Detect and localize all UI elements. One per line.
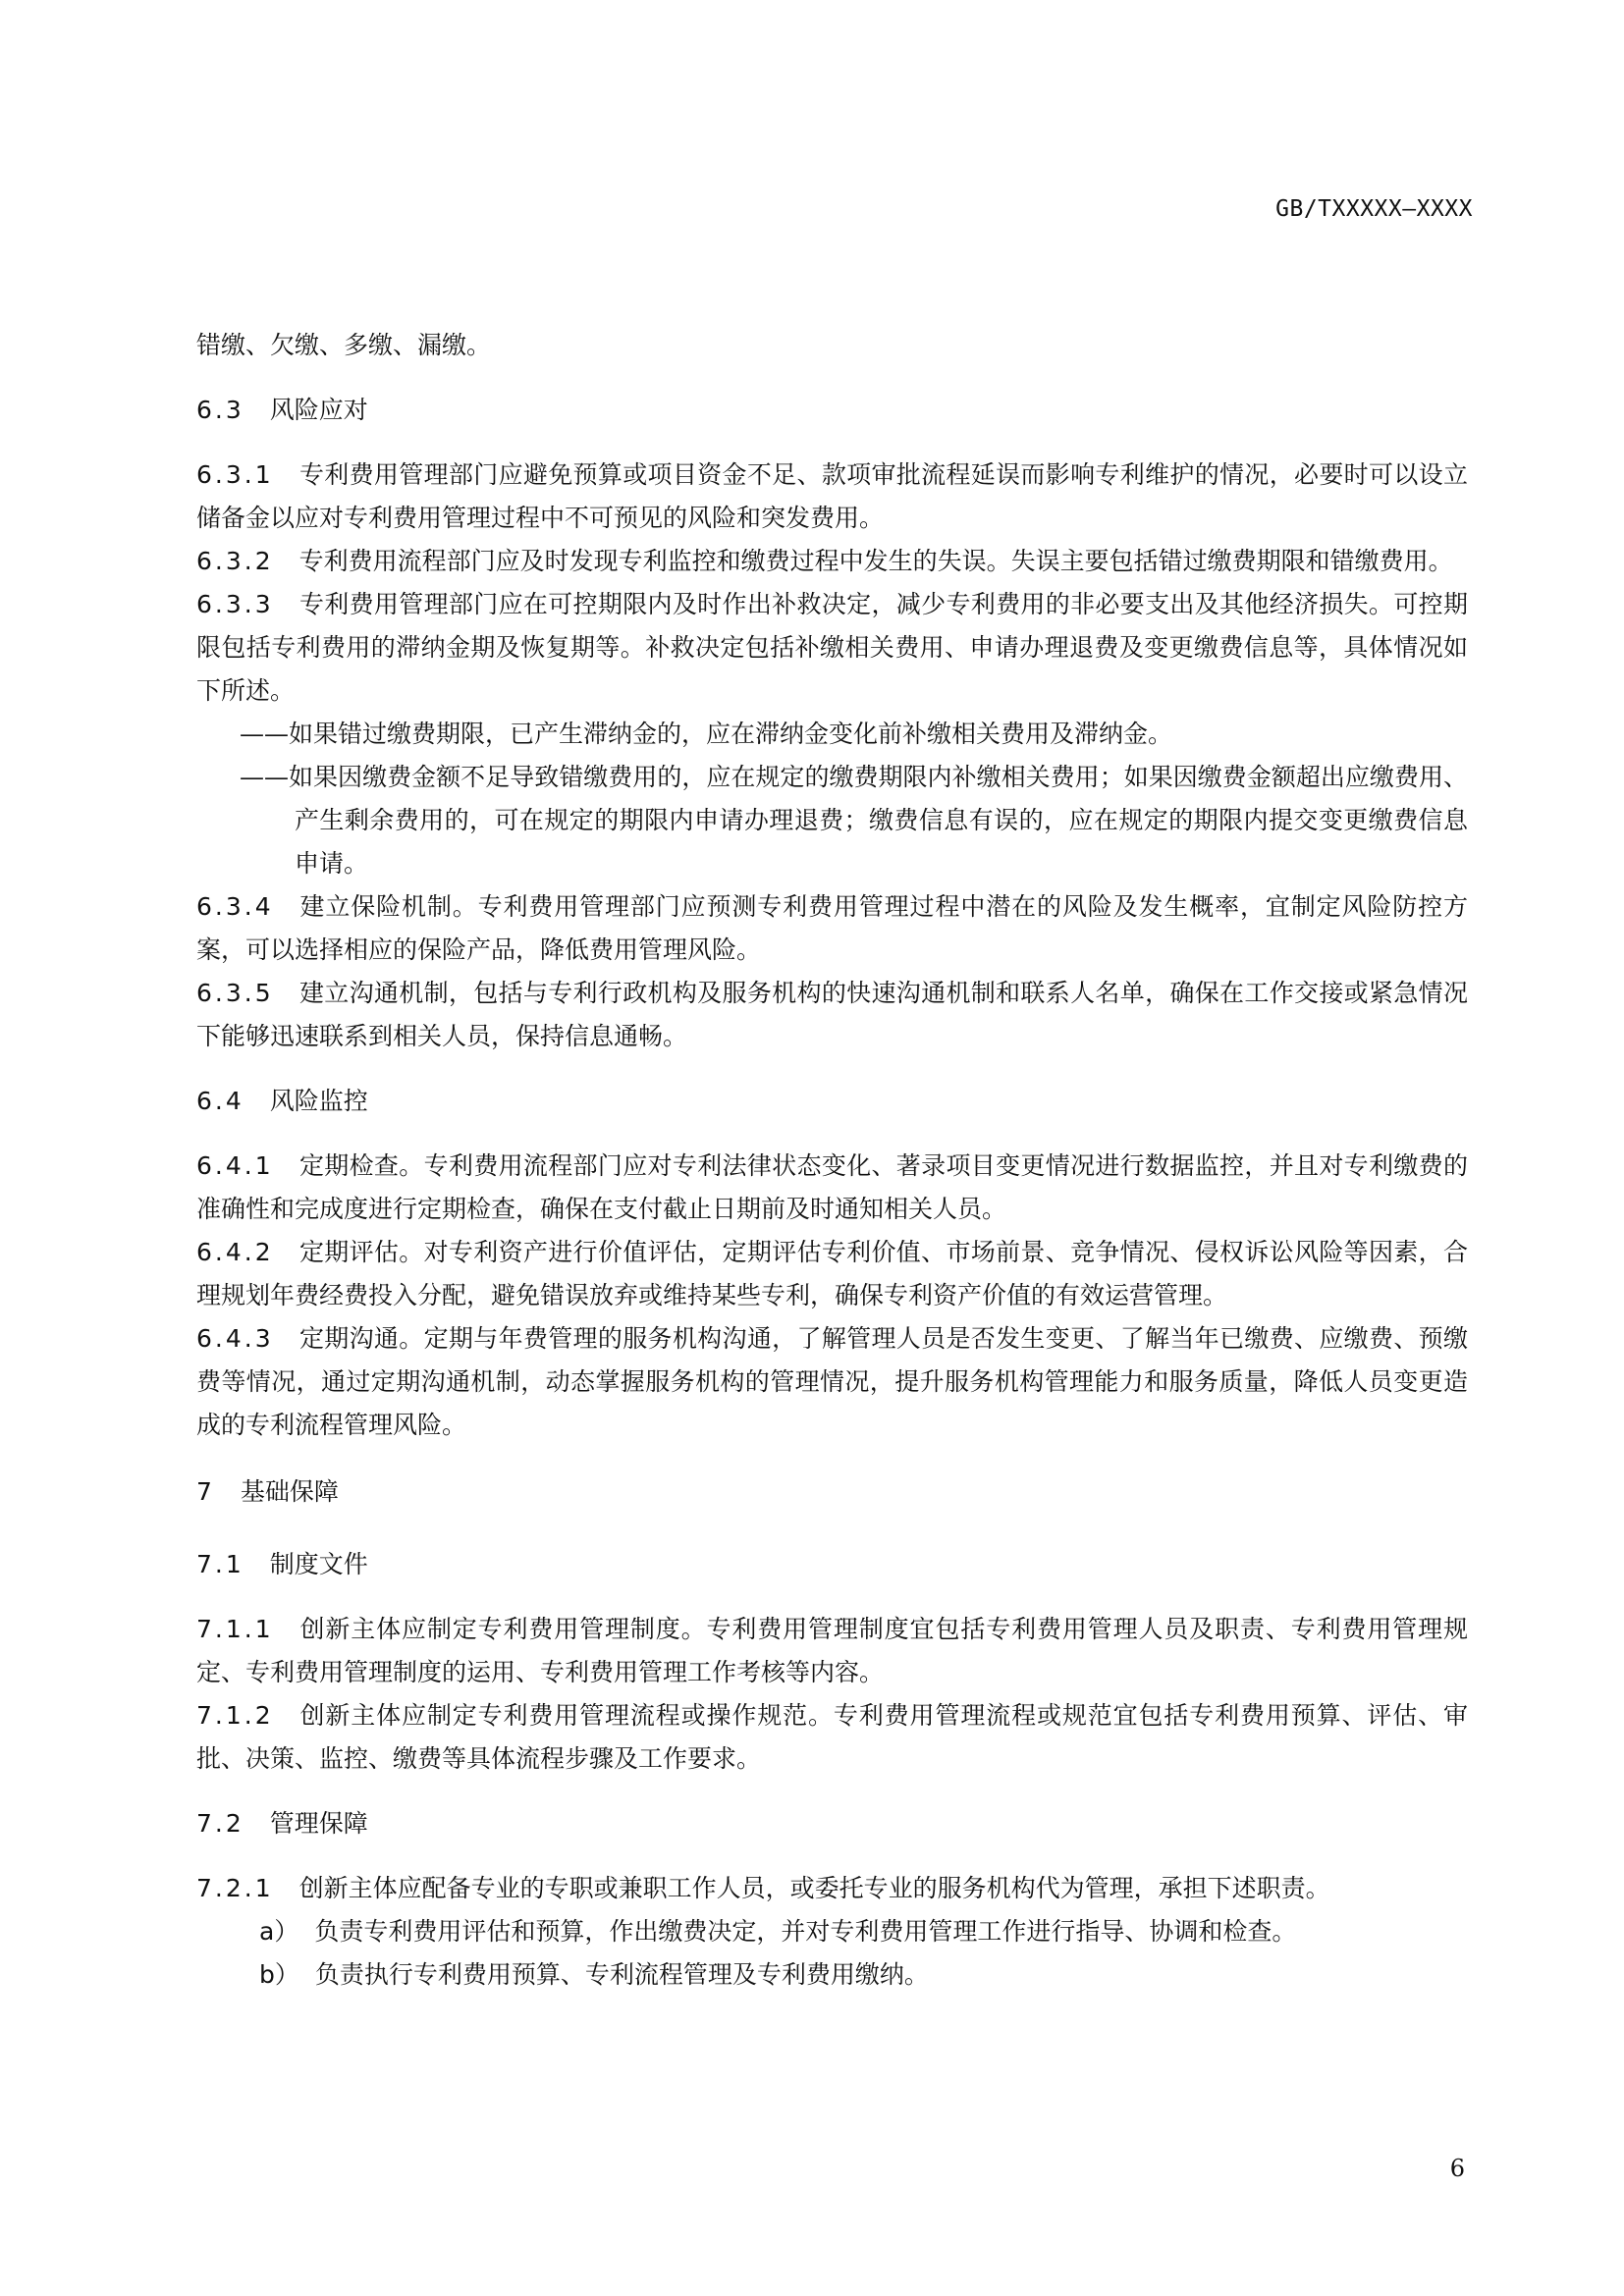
section-title: 制度文件: [269, 1550, 368, 1578]
clause-7-2-1: [196, 1867, 1468, 1910]
list-text: 负责专利费用评估和预算，作出缴费决定，并对专利费用管理工作进行指导、协调和检查。: [314, 1917, 1297, 1946]
list-marker: b）: [259, 1960, 299, 1989]
clause-6-4-3: [196, 1317, 1468, 1447]
clause-number: 7.1.2: [196, 1701, 274, 1730]
continuation-text: 错缴、欠缴、多缴、漏缴。: [196, 331, 492, 359]
clause-number: 7.1.1: [196, 1615, 274, 1643]
clause-text: 专利费用管理部门应避免预算或项目资金不足、款项审批流程延误而影响专利维护的情况，必要时可以设立储备金以应对专利费用管理过程中不可预见的风险和突发费用。: [196, 460, 1468, 532]
clause-number: 6.3.3: [196, 590, 274, 618]
dash-item-1: ——如果错过缴费期限，已产生滞纳金的，应在滞纳金变化前补缴相关费用及滞纳金。: [240, 720, 1173, 748]
clause-text: 创新主体应配备专业的专职或兼职工作人员，或委托专业的服务机构代为管理，承担下述职责。: [298, 1874, 1330, 1902]
clause-text: 定期评估。对专利资产进行价值评估，定期评估专利价值、市场前景、竞争情况、侵权诉讼风险等因素，合理规划年费经费投入分配，避免错误放弃或维持某些专利，确保专利资产价值的有效运营管理。: [196, 1238, 1468, 1309]
clause-number: 6.3.2: [196, 547, 274, 575]
section-title: 管理保障: [269, 1809, 368, 1838]
clause-number: 6.3.5: [196, 979, 274, 1007]
section-number: 6.4: [196, 1087, 244, 1115]
clause-6-3-2: [196, 540, 1468, 583]
clause-text: 专利费用管理部门应在可控期限内及时作出补救决定，减少专利费用的非必要支出及其他经济损失。可控期限包括专利费用的滞纳金期及恢复期等。补救决定包括补缴相关费用、申请办理退费及变更缴费信息等，具体情况如下所述。: [196, 590, 1468, 705]
clause-number: 7.2.1: [196, 1874, 274, 1902]
chapter-title: 基础保障: [240, 1477, 339, 1506]
section-6-3-heading: [196, 389, 1468, 432]
page-number: 6: [1449, 2155, 1465, 2182]
clause-text: 创新主体应制定专利费用管理流程或操作规范。专利费用管理流程或规范宜包括专利费用预算、评估、审批、决策、监控、缴费等具体流程步骤及工作要求。: [196, 1701, 1468, 1773]
chapter-number: 7: [196, 1477, 215, 1506]
clause-number: 6.4.2: [196, 1238, 274, 1266]
chapter-7-heading: [196, 1470, 1468, 1514]
clause-6-3-3: [196, 583, 1468, 713]
clause-6-3-5: [196, 972, 1468, 1058]
clause-6-4-1: [196, 1145, 1468, 1231]
list-marker: a）: [259, 1917, 299, 1946]
clause-6-3-1: [196, 454, 1468, 540]
clause-number: 6.4.3: [196, 1324, 274, 1353]
section-6-4-heading: [196, 1080, 1468, 1123]
clause-6-3-4: [196, 885, 1468, 972]
clause-7-1-2: [196, 1694, 1468, 1781]
clause-text: 建立保险机制。专利费用管理部门应预测专利费用管理过程中潜在的风险及发生概率，宜制定风险防控方案，可以选择相应的保险产品，降低费用管理风险。: [196, 892, 1468, 964]
clause-number: 6.4.1: [196, 1151, 274, 1180]
list-text: 负责执行专利费用预算、专利流程管理及专利费用缴纳。: [314, 1960, 929, 1989]
clause-text: 定期检查。专利费用流程部门应对专利法律状态变化、著录项目变更情况进行数据监控，并且对专利缴费的准确性和完成度进行定期检查，确保在支付截止日期前及时通知相关人员。: [196, 1151, 1468, 1223]
clause-7-1-1: [196, 1608, 1468, 1694]
section-title: 风险监控: [269, 1087, 368, 1115]
document-code: GB/TXXXXX—XXXX: [1275, 196, 1473, 222]
section-number: 7.2: [196, 1809, 244, 1838]
section-7-1-heading: [196, 1543, 1468, 1586]
clause-text: 定期沟通。定期与年费管理的服务机构沟通，了解管理人员是否发生变更、了解当年已缴费、应缴费、预缴费等情况，通过定期沟通机制，动态掌握服务机构的管理情况，提升服务机构管理能力和服务质量，降低人员变更造成的专利流程管理风险。: [196, 1324, 1468, 1439]
section-number: 6.3: [196, 396, 244, 424]
dash-item-2: ——如果因缴费金额不足导致错缴费用的，应在规定的缴费期限内补缴相关费用；如果因缴费金额超出应缴费用、产生剩余费用的，可在规定的期限内申请办理退费；缴费信息有误的，应在规定的期限内提交变更缴费信息申请。: [240, 763, 1468, 878]
clause-text: 建立沟通机制，包括与专利行政机构及服务机构的快速沟通机制和联系人名单，确保在工作交接或紧急情况下能够迅速联系到相关人员，保持信息通畅。: [196, 979, 1468, 1050]
page-content: [196, 324, 1468, 1997]
clause-text: 专利费用流程部门应及时发现专利监控和缴费过程中发生的失误。失误主要包括错过缴费期限和错缴费用。: [298, 547, 1453, 575]
section-number: 7.1: [196, 1550, 244, 1578]
clause-number: 6.3.1: [196, 460, 274, 489]
clause-text: 创新主体应制定专利费用管理制度。专利费用管理制度宜包括专利费用管理人员及职责、专利费用管理规定、专利费用管理制度的运用、专利费用管理工作考核等内容。: [196, 1615, 1468, 1686]
clause-number: 6.3.4: [196, 892, 274, 921]
list-item-b: [196, 1953, 1468, 1997]
section-7-2-heading: [196, 1802, 1468, 1845]
section-title: 风险应对: [269, 396, 368, 424]
list-item-a: [196, 1910, 1468, 1953]
clause-6-4-2: [196, 1231, 1468, 1317]
